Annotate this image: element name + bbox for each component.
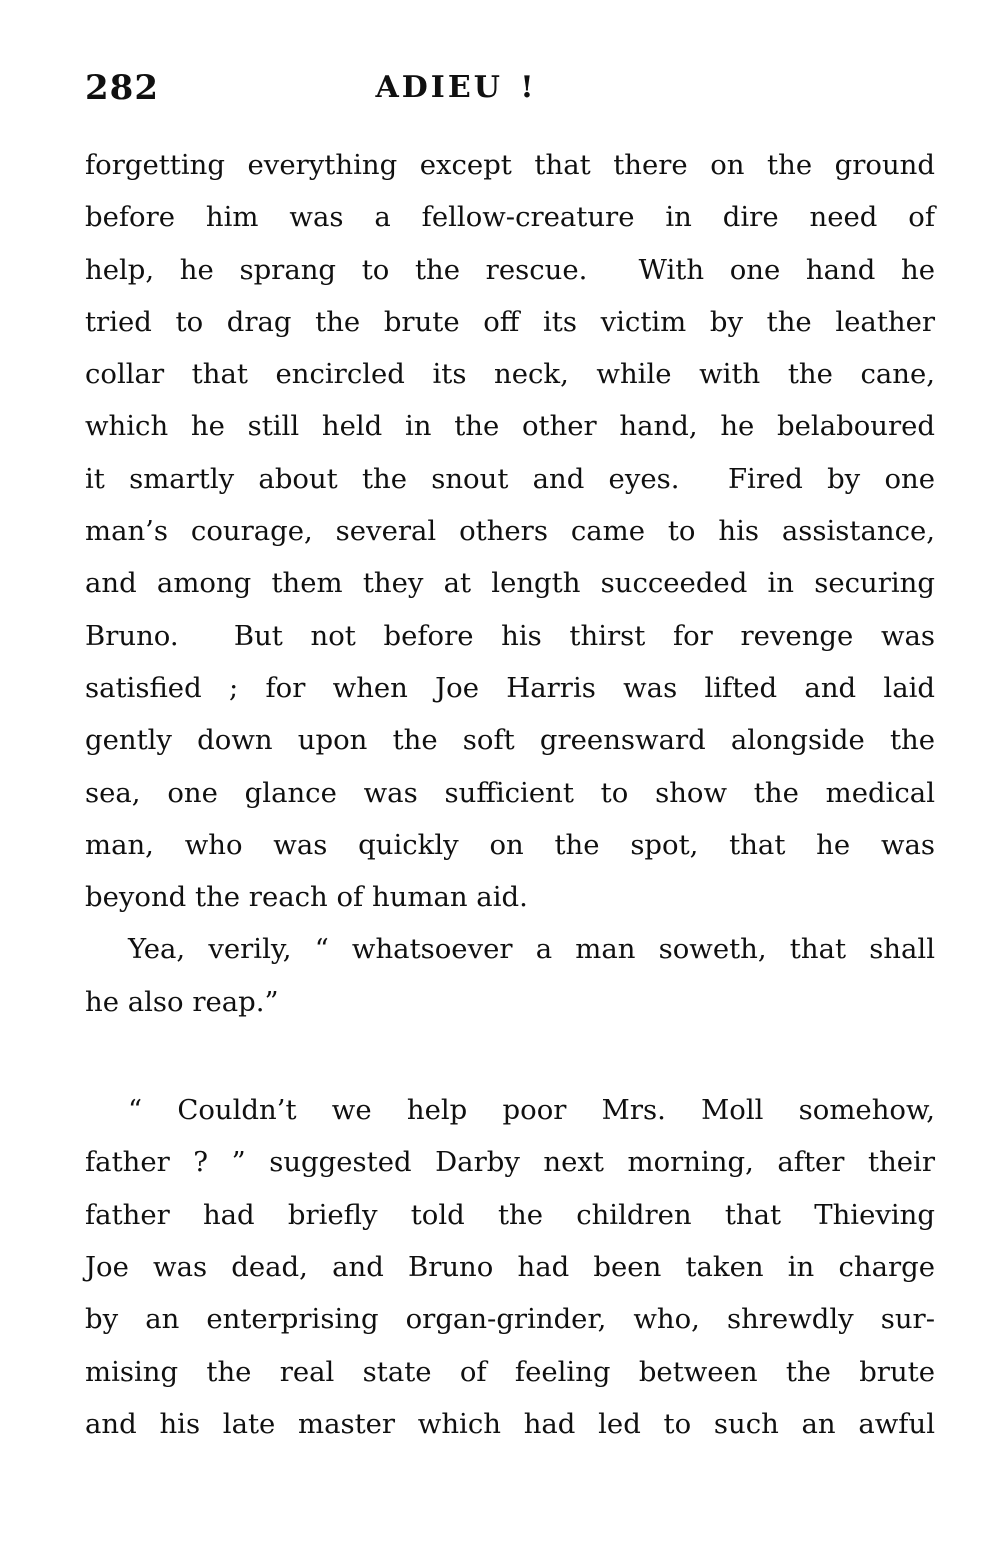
text-line: help, he sprang to the rescue. With one hand he [85,253,935,286]
text-line: father ? ” suggested Darby next morning, after their [85,1146,935,1179]
text-line: before him was a fellow-creature in dire need of [85,201,935,234]
text-line: he also reap.” [85,985,279,1018]
text-line: forgetting everything except that there on the ground [85,149,935,181]
text-line: beyond the reach of human aid. [85,881,528,914]
text-line: sea, one glance was sufficient to show the medical [85,776,935,809]
paragraph-continuation [85,139,935,923]
text-line: by an enterprising organ-grinder, who, shrewdly sur- [85,1303,935,1336]
text-line: “ Couldn’t we help poor Mrs. Moll somehow, [128,1094,935,1127]
text-line: man, who was quickly on the spot, that he was [85,828,935,861]
chapter-running-title: ADIEU ! [375,70,537,105]
page-number: 282 [85,68,159,108]
text-line: tried to drag the brute off its victim by the leather [85,305,935,338]
text-line: mising the real state of feeling between the brute [85,1355,935,1388]
paragraph-couldnt-we-help [85,1084,935,1450]
text-line: man’s courage, several others came to his assistance, [85,515,935,548]
running-header [85,66,935,110]
text-line: it smartly about the snout and eyes. Fired by one [85,462,935,495]
paragraph-yea-verily [85,923,935,1028]
page-text [85,139,935,1450]
text-line: Bruno. But not before his thirst for revenge was [85,619,935,652]
text-line: Yea, verily, “ whatsoever a man soweth, that shall [128,933,935,966]
text-line: Joe was dead, and Bruno had been taken in charge [85,1250,935,1283]
text-line: father had briefly told the children that Thieving [85,1198,935,1231]
text-line: which he still held in the other hand, he belaboured [85,410,935,443]
text-line: satisfied ; for when Joe Harris was lifted and laid [85,671,935,704]
text-line: gently down upon the soft greensward alongside the [85,724,935,757]
text-line: collar that encircled its neck, while with the cane, [85,358,935,391]
text-line: and among them they at length succeeded in securing [85,567,935,600]
text-line: and his late master which had led to such an awful [85,1407,935,1440]
